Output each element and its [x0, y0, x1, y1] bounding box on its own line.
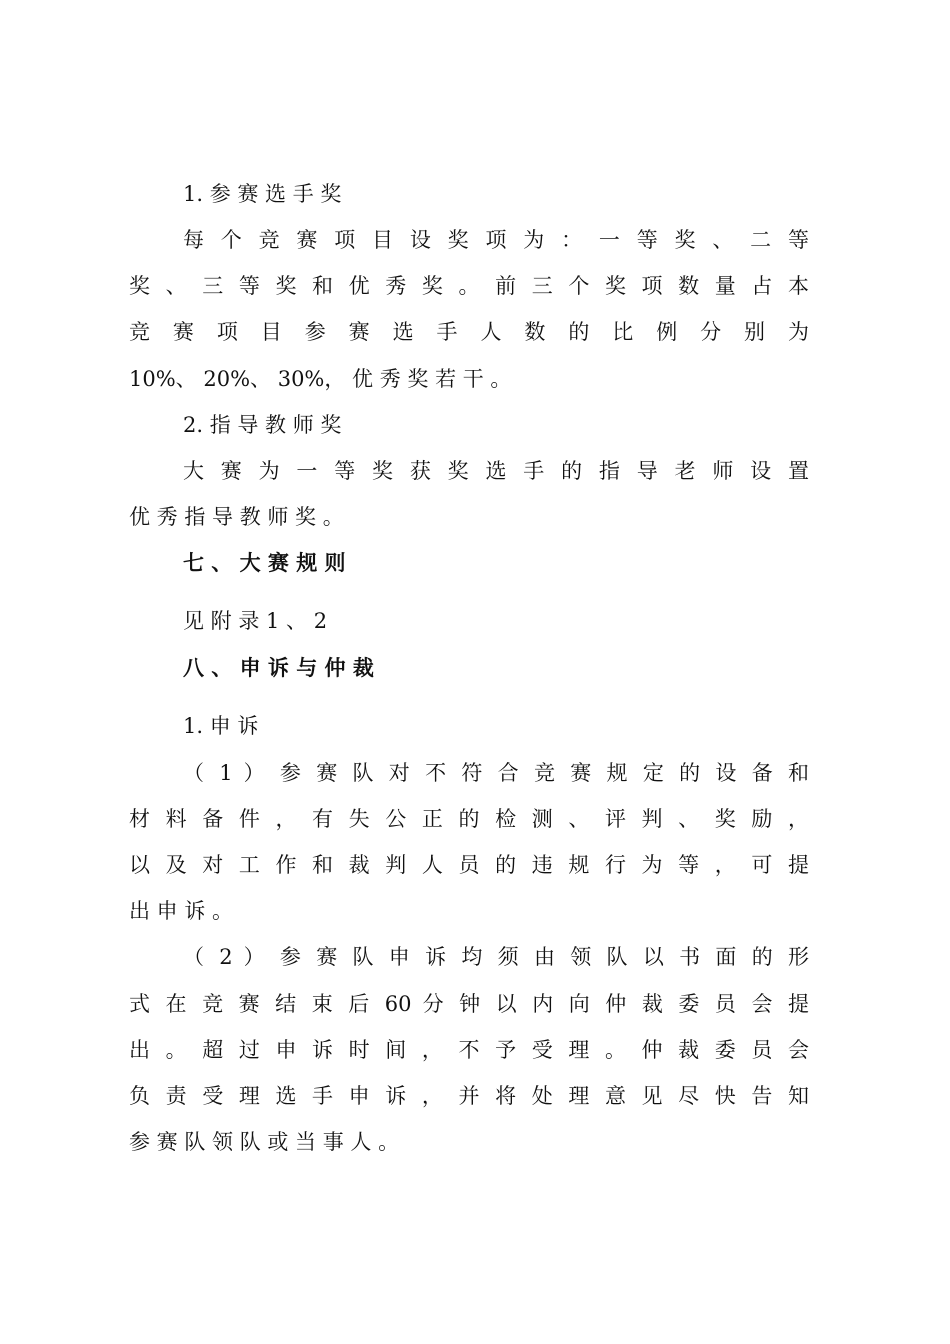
paragraph-line: 竞 赛 项 目 参 赛 选 手 人 数 的 比 例 分 别 为 — [129, 320, 809, 344]
subheading-teacher-award: 2. 指 导 教 师 奖 — [183, 413, 342, 437]
paragraph-line: 出 申 诉 。 — [129, 899, 234, 923]
paragraph-line: 负 责 受 理 选 手 申 诉 ， 并 将 处 理 意 见 尽 快 告 知 — [129, 1084, 809, 1108]
paragraph-line: 每 个 竞 赛 项 目 设 奖 项 为 ： 一 等 奖 、 二 等 — [183, 228, 809, 252]
paragraph-line: 出 。 超 过 申 诉 时 间 ， 不 予 受 理 。 仲 裁 委 员 会 — [129, 1038, 809, 1062]
paragraph-line: 10%、 20%、 30%， 优 秀 奖 若 干 。 — [129, 367, 512, 391]
paragraph-line: 奖 、 三 等 奖 和 优 秀 奖 。 前 三 个 奖 项 数 量 占 本 — [129, 274, 809, 298]
paragraph-line: 材 料 备 件 ， 有 失 公 正 的 检 测 、 评 判 、 奖 励 ， — [129, 807, 809, 831]
paragraph-line: 式 在 竞 赛 结 束 后 60 分 钟 以 内 向 仲 裁 委 员 会 提 — [129, 992, 809, 1016]
section-heading-appeal: 八 、 申 诉 与 仲 裁 — [183, 656, 374, 680]
paragraph-line: 大 赛 为 一 等 奖 获 奖 选 手 的 指 导 老 师 设 置 — [183, 459, 809, 483]
subheading-appeal: 1. 申 诉 — [183, 714, 259, 738]
paragraph-line: （ 1 ） 参 赛 队 对 不 符 合 竞 赛 规 定 的 设 备 和 — [183, 761, 809, 785]
paragraph-line: 以 及 对 工 作 和 裁 判 人 员 的 违 规 行 为 等 ， 可 提 — [129, 853, 809, 877]
subheading-contestant-award: 1. 参 赛 选 手 奖 — [183, 182, 342, 206]
paragraph-line: 优 秀 指 导 教 师 奖 。 — [129, 505, 344, 529]
paragraph-line: （ 2 ） 参 赛 队 申 诉 均 须 由 领 队 以 书 面 的 形 — [183, 945, 809, 969]
paragraph-line: 见 附 录 1 、 2 — [183, 609, 328, 633]
paragraph-line: 参 赛 队 领 队 或 当 事 人 。 — [129, 1130, 400, 1154]
section-heading-rules: 七 、 大 赛 规 则 — [183, 551, 346, 575]
